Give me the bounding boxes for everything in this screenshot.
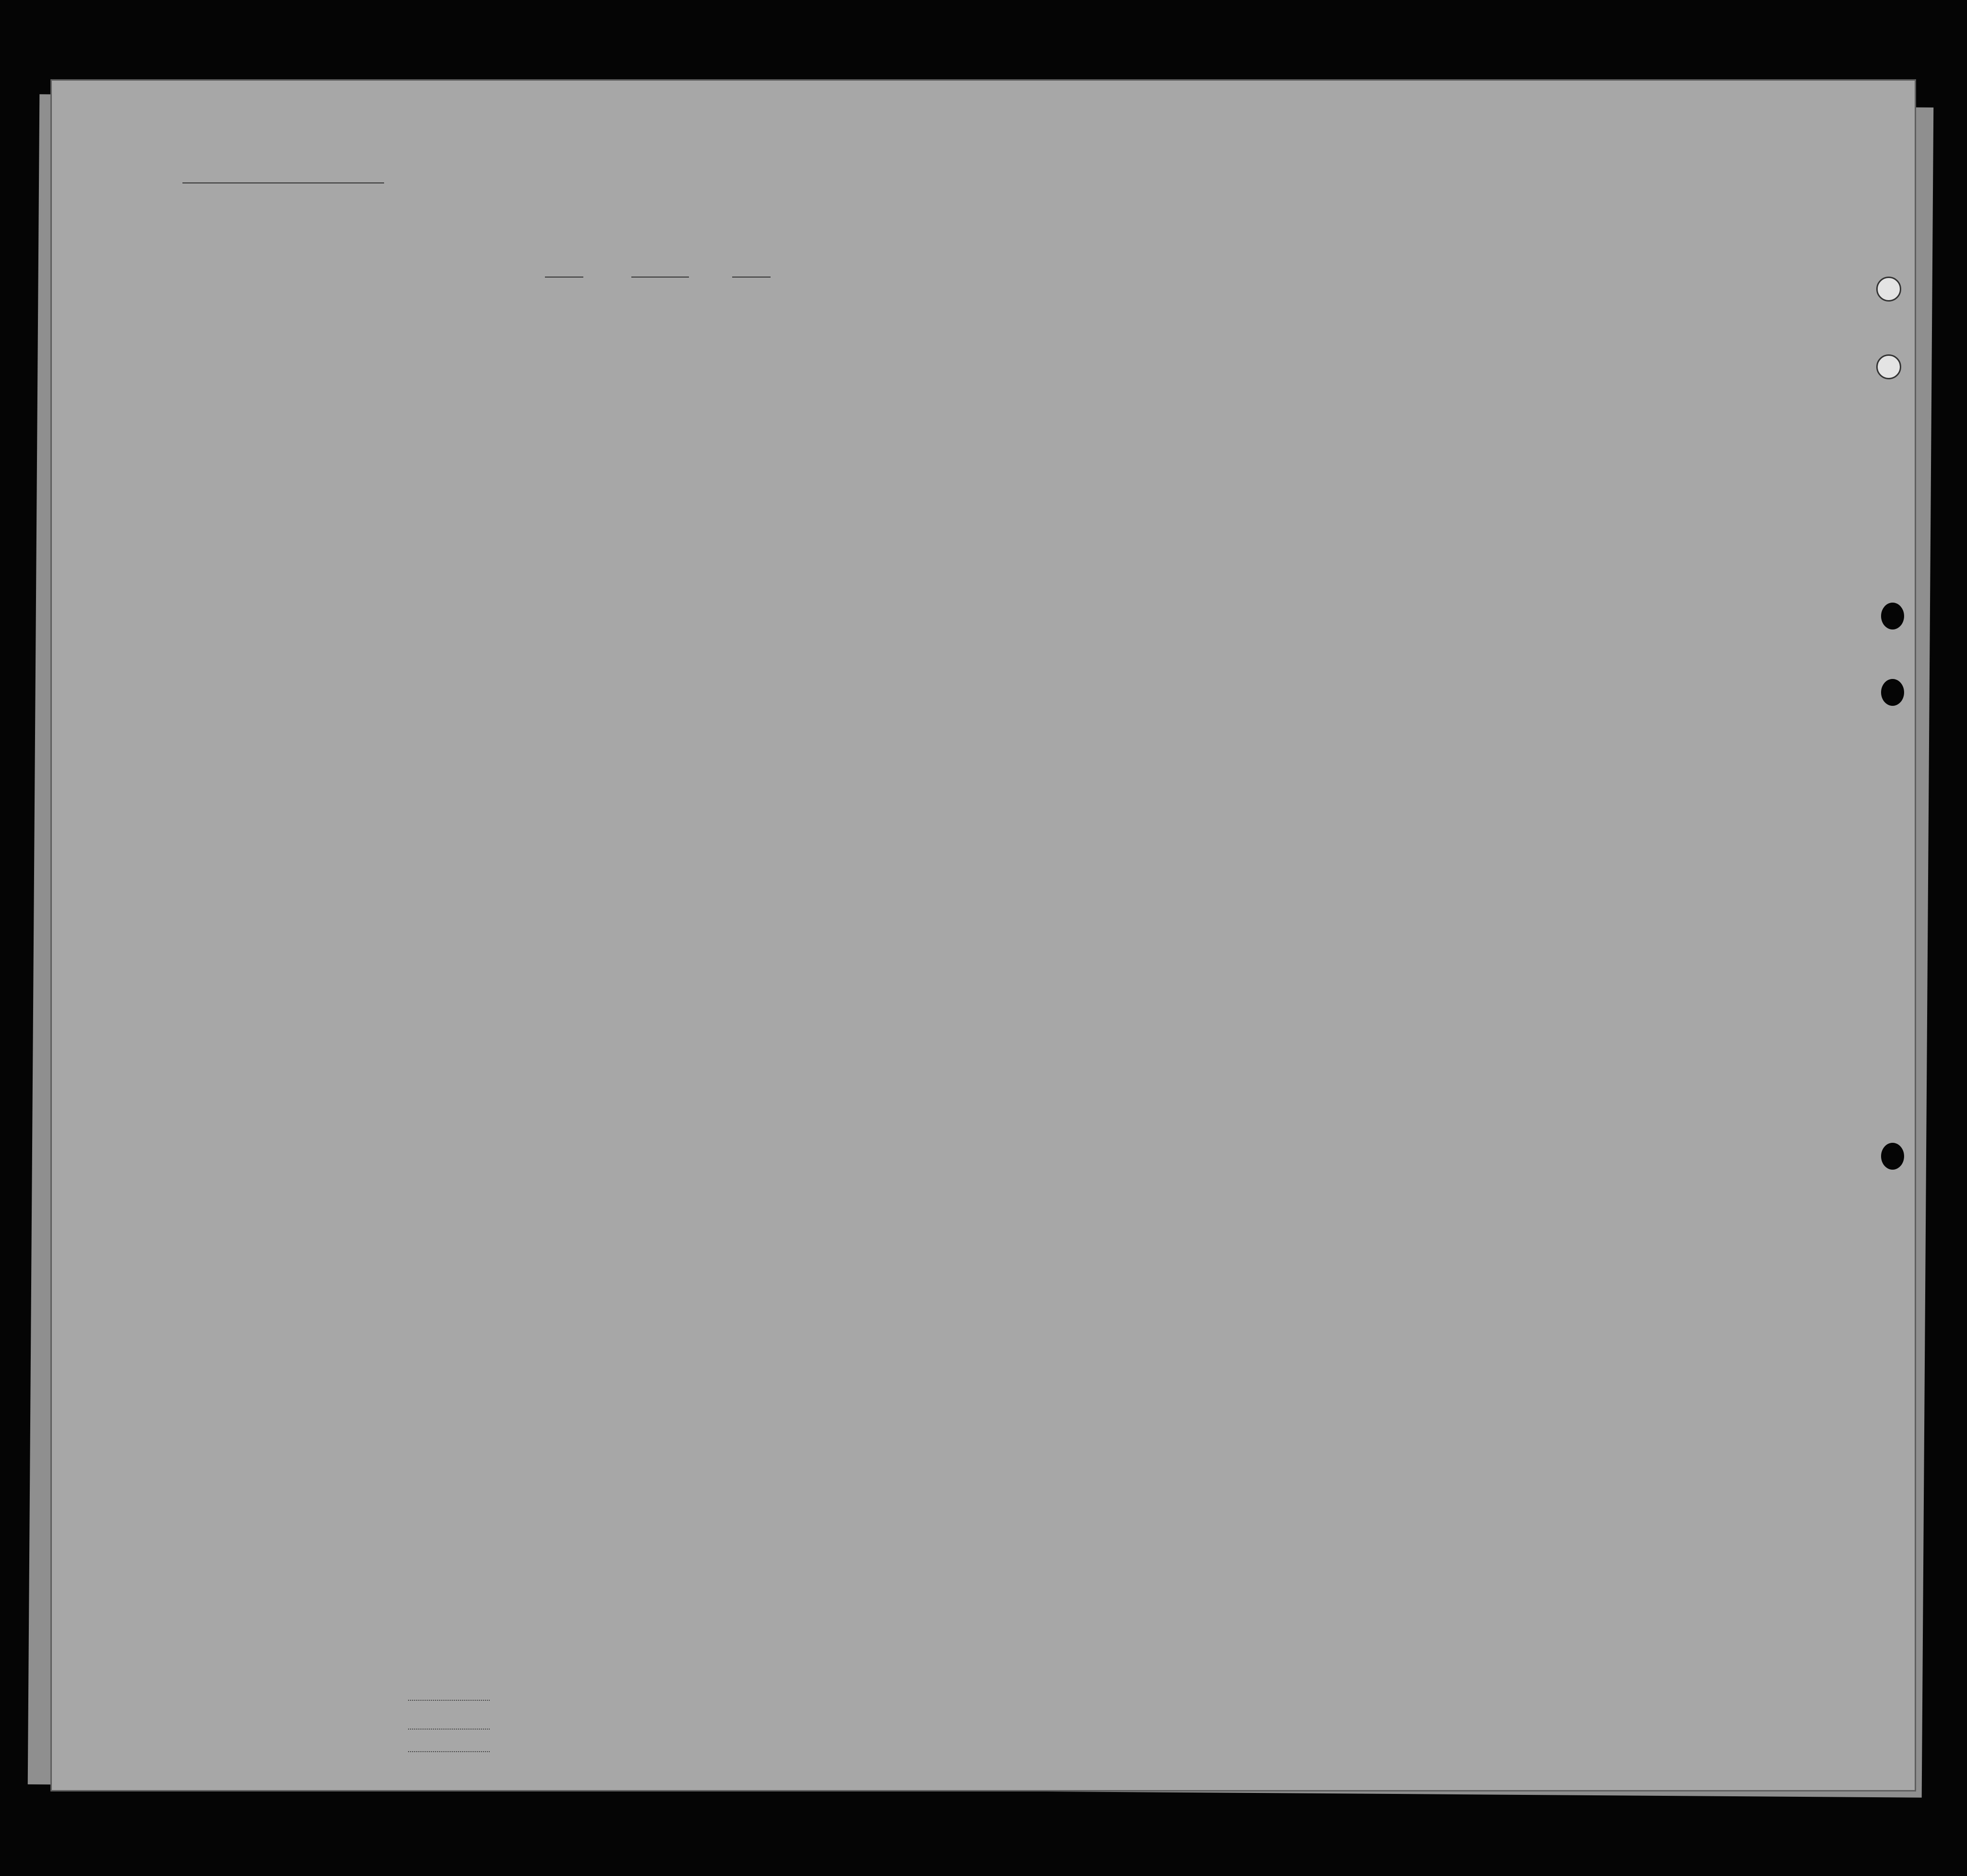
footer-total-line: [408, 1700, 490, 1701]
footer-aliens-line: [408, 1751, 490, 1752]
footer-citizens-line: [408, 1729, 490, 1730]
